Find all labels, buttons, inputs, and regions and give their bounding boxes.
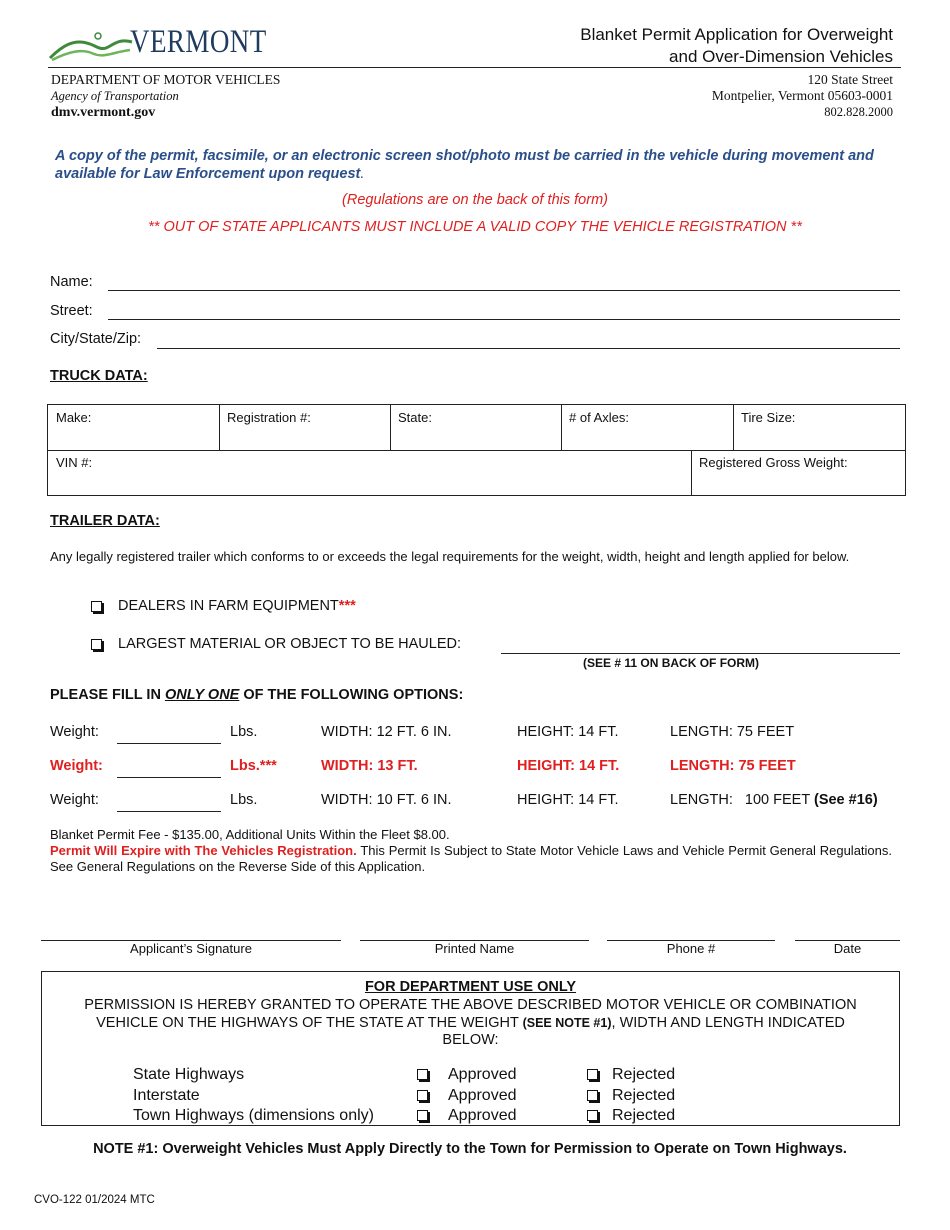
axles-label: # of Axles: bbox=[569, 410, 629, 425]
vermont-wordmark: VERMONT bbox=[130, 24, 267, 60]
rejected-checkbox-state[interactable] bbox=[587, 1069, 598, 1080]
truck-data-heading: TRUCK DATA: bbox=[50, 368, 148, 384]
expire-line bbox=[50, 843, 892, 875]
truck-data-table bbox=[47, 404, 906, 496]
street-address: 120 State Street bbox=[807, 72, 893, 87]
permission-line2-note: (SEE NOTE #1) bbox=[522, 1015, 612, 1030]
signature-label-date: Date bbox=[833, 941, 862, 956]
department-block bbox=[51, 72, 280, 121]
option-1-weight-field[interactable] bbox=[117, 743, 221, 744]
see-note-11: (SEE # 11 ON BACK OF FORM) bbox=[583, 656, 760, 670]
carry-notice-period: . bbox=[360, 166, 365, 182]
option-2-length: LENGTH: 75 FEET bbox=[670, 758, 796, 774]
permission-line2-a: VEHICLE ON THE HIGHWAYS OF THE STATE AT THE WEIGHT bbox=[96, 1014, 523, 1031]
city-state-zip-label: City/State/Zip: bbox=[50, 331, 142, 347]
permission-line3: BELOW: bbox=[442, 1032, 499, 1048]
approved-option-interstate[interactable] bbox=[417, 1087, 517, 1105]
rejected-label-interstate: Rejected bbox=[612, 1087, 676, 1104]
fee-block bbox=[50, 827, 892, 875]
axles-cell[interactable] bbox=[561, 405, 734, 451]
option-2-weight-field[interactable] bbox=[117, 777, 221, 778]
name-label: Name: bbox=[50, 274, 93, 290]
department-use-heading: FOR DEPARTMENT USE ONLY bbox=[364, 979, 577, 995]
form-title-line2: and Over-Dimension Vehicles bbox=[669, 47, 893, 66]
permission-line2-c: , WIDTH AND LENGTH INDICATED bbox=[611, 1014, 845, 1031]
rejected-label-state: Rejected bbox=[612, 1066, 676, 1083]
trailer-description: Any legally registered trailer which conforms to or exceeds the legal requirements for the weight, width, height and length applied for below. bbox=[50, 549, 850, 564]
approved-checkbox-state[interactable] bbox=[417, 1069, 428, 1080]
registration-label: Registration #: bbox=[227, 410, 311, 425]
rejected-option-town[interactable] bbox=[587, 1107, 675, 1125]
phone-number: 802.828.2000 bbox=[824, 105, 893, 119]
form-title-line1: Blanket Permit Application for Overweight bbox=[580, 25, 893, 44]
options-heading-emphasis: ONLY ONE bbox=[164, 687, 240, 703]
option-1-lbs: Lbs. bbox=[230, 724, 258, 740]
largest-material-checkbox[interactable] bbox=[91, 639, 102, 650]
department-use-box bbox=[41, 971, 900, 1126]
option-3-length-note: (See #16) bbox=[813, 792, 878, 808]
option-3-weight-field[interactable] bbox=[117, 811, 221, 812]
largest-material-label: LARGEST MATERIAL OR OBJECT TO BE HAULED: bbox=[118, 636, 462, 652]
tire-size-label: Tire Size: bbox=[741, 410, 796, 425]
note-1: NOTE #1: Overweight Vehicles Must Apply Directly to the Town for Permission to Operate on Town Highways. bbox=[93, 1141, 847, 1157]
options-heading bbox=[50, 687, 463, 703]
largest-material-option[interactable] bbox=[91, 636, 461, 652]
rejected-option-interstate[interactable] bbox=[587, 1087, 675, 1105]
highway-label-town: Town Highways (dimensions only) bbox=[133, 1107, 374, 1124]
make-label: Make: bbox=[56, 410, 92, 425]
option-3-height: HEIGHT: 14 FT. bbox=[517, 792, 619, 808]
make-cell[interactable] bbox=[48, 405, 220, 451]
option-2-height: HEIGHT: 14 FT. bbox=[517, 758, 620, 774]
rejected-label-town: Rejected bbox=[612, 1107, 676, 1124]
option-3-length-text: LENGTH: 100 FEET bbox=[670, 792, 814, 808]
farm-equipment-checkbox[interactable] bbox=[91, 601, 102, 612]
carry-notice-text: A copy of the permit, facsimile, or an electronic screen shot/photo must be carried in the vehicle during movement and available for Law Enforcement upon request bbox=[55, 148, 874, 182]
state-label: State: bbox=[398, 410, 432, 425]
gross-weight-label: Registered Gross Weight: bbox=[699, 455, 848, 470]
highway-label-interstate: Interstate bbox=[133, 1087, 200, 1104]
signature-label-printed: Printed Name bbox=[434, 941, 515, 956]
option-1-height: HEIGHT: 14 FT. bbox=[517, 724, 619, 740]
vermont-logo bbox=[48, 26, 273, 62]
agency-name: Agency of Transportation bbox=[51, 89, 179, 103]
approved-label-town: Approved bbox=[448, 1107, 517, 1124]
registration-cell[interactable] bbox=[219, 405, 391, 451]
options-heading-pre: PLEASE FILL IN bbox=[50, 687, 165, 703]
street-label: Street: bbox=[50, 303, 93, 319]
rejected-checkbox-town[interactable] bbox=[587, 1110, 598, 1121]
options-heading-post: OF THE FOLLOWING OPTIONS: bbox=[239, 687, 464, 703]
signature-label-applicant: Applicant’s Signature bbox=[130, 941, 252, 956]
vin-cell[interactable] bbox=[48, 450, 692, 496]
carry-notice bbox=[55, 147, 900, 183]
rejected-option-state[interactable] bbox=[587, 1066, 675, 1084]
option-2-weight-label: Weight: bbox=[50, 758, 103, 774]
fee-line: Blanket Permit Fee - $135.00, Additional Units Within the Fleet $8.00. bbox=[50, 827, 450, 842]
approved-label-interstate: Approved bbox=[448, 1087, 517, 1104]
dmv-website[interactable]: dmv.vermont.gov bbox=[51, 105, 156, 120]
farm-equipment-label: DEALERS IN FARM EQUIPMENT bbox=[118, 598, 339, 614]
farm-equipment-option[interactable] bbox=[91, 598, 356, 614]
rejected-checkbox-interstate[interactable] bbox=[587, 1090, 598, 1101]
name-field[interactable] bbox=[108, 290, 900, 291]
option-3-lbs: Lbs. bbox=[230, 792, 258, 808]
highway-label-state: State Highways bbox=[133, 1066, 245, 1083]
regulations-note: (Regulations are on the back of this form) bbox=[342, 192, 608, 208]
approved-label-state: Approved bbox=[448, 1066, 517, 1083]
approved-option-state[interactable] bbox=[417, 1066, 517, 1084]
option-3-weight-label: Weight: bbox=[50, 792, 99, 808]
vin-label: VIN #: bbox=[56, 455, 93, 470]
header-rule bbox=[48, 67, 901, 68]
approved-option-town[interactable] bbox=[417, 1107, 517, 1125]
approved-checkbox-town[interactable] bbox=[417, 1110, 428, 1121]
signature-label-phone: Phone # bbox=[666, 941, 716, 956]
department-name: DEPARTMENT OF MOTOR VEHICLES bbox=[51, 72, 281, 87]
state-cell[interactable] bbox=[390, 405, 562, 451]
approved-checkbox-interstate[interactable] bbox=[417, 1090, 428, 1101]
option-1-length: LENGTH: 75 FEET bbox=[670, 724, 795, 740]
form-title bbox=[580, 24, 893, 68]
form-id: CVO-122 01/2024 MTC bbox=[34, 1194, 155, 1206]
farm-equipment-mark: *** bbox=[338, 598, 356, 614]
mountain-logo-icon bbox=[48, 28, 134, 62]
permission-line2 bbox=[42, 1015, 899, 1033]
option-1-weight-label: Weight: bbox=[50, 724, 99, 740]
street-field[interactable] bbox=[108, 319, 900, 320]
city-state-zip-field[interactable] bbox=[157, 348, 900, 349]
out-of-state-notice: ** OUT OF STATE APPLICANTS MUST INCLUDE A VALID COPY THE VEHICLE REGISTRATION ** bbox=[148, 219, 802, 235]
city-address: Montpelier, Vermont 05603-0001 bbox=[711, 88, 893, 103]
expire-warning: Permit Will Expire with The Vehicles Registration. bbox=[50, 843, 357, 858]
expire-details: This Permit Is Subject to State Motor Vehicle Laws and Vehicle Permit General Regulations. See General Regulations on the Reverse Side of this Application. bbox=[50, 843, 892, 874]
trailer-data-heading: TRAILER DATA: bbox=[50, 513, 160, 529]
largest-material-field[interactable] bbox=[501, 653, 900, 654]
tire-size-cell[interactable] bbox=[733, 405, 906, 451]
address-block bbox=[712, 72, 893, 120]
permission-line1: PERMISSION IS HEREBY GRANTED TO OPERATE THE ABOVE DESCRIBED MOTOR VEHICLE OR COMBINATION bbox=[84, 997, 857, 1013]
option-3-length bbox=[670, 792, 878, 808]
option-3-width: WIDTH: 10 FT. 6 IN. bbox=[321, 792, 452, 808]
option-1-width: WIDTH: 12 FT. 6 IN. bbox=[321, 724, 452, 740]
gross-weight-cell[interactable] bbox=[691, 450, 906, 496]
option-2-lbs: Lbs.*** bbox=[230, 758, 277, 774]
option-2-width: WIDTH: 13 FT. bbox=[321, 758, 418, 774]
permission-text bbox=[42, 997, 899, 1050]
